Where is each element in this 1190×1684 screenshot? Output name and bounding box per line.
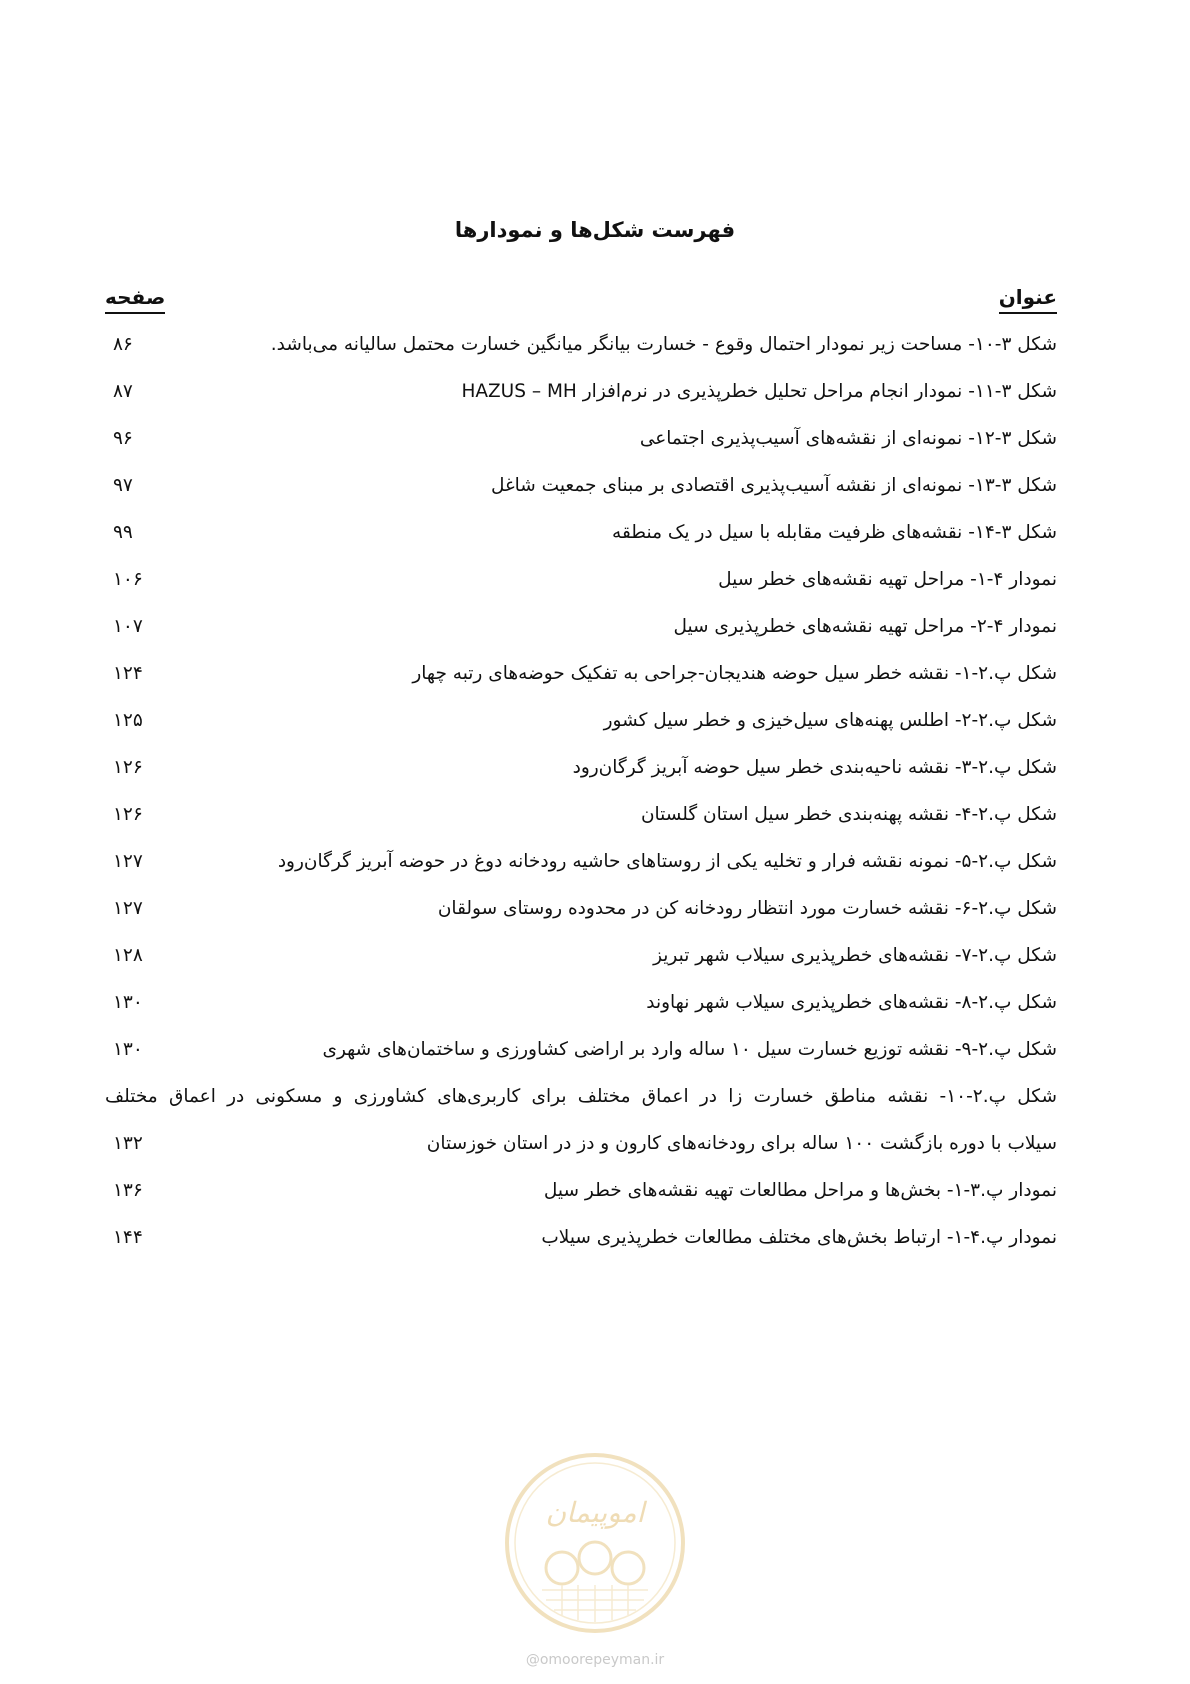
- toc-entry-title: شکل پ.۲-۸- نقشه‌های خطرپذیری سیلاب شهر نهاوند: [646, 992, 1057, 1013]
- toc-entry-page: ۸۷: [113, 381, 133, 402]
- toc-entry-title: شکل پ.۲-۳- نقشه ناحیه‌بندی خطر سیل حوضه آبریز گرگان‌رود: [572, 757, 1057, 778]
- toc-entry-page: ۱۳۲: [113, 1133, 143, 1154]
- toc-entry[interactable]: [105, 849, 1057, 896]
- toc-entry[interactable]: [105, 332, 1057, 379]
- toc-entry[interactable]: [105, 708, 1057, 755]
- toc-entry[interactable]: [105, 661, 1057, 708]
- toc-entry[interactable]: [105, 614, 1057, 661]
- toc-entry-page: ۱۰۷: [113, 616, 143, 637]
- toc-entry[interactable]: [105, 755, 1057, 802]
- toc-entry-page: ۱۲۷: [113, 851, 143, 872]
- toc-entry-page: ۱۳۶: [113, 1180, 143, 1201]
- toc-entry-title: شکل پ.۲-۱۰- نقشه مناطق خسارت زا در اعماق مختلف برای کاربری‌های کشاورزی و مسکونی در اعماق مختلف: [105, 1086, 1057, 1107]
- toc-entry-title: شکل پ.۲-۹- نقشه توزیع خسارت سیل ۱۰ ساله وارد بر اراضی کشاورزی و ساختمان‌های شهری: [322, 1039, 1057, 1060]
- toc-entry[interactable]: [105, 990, 1057, 1037]
- toc-entry-title: شکل ۳-۱۰- مساحت زیر نمودار احتمال وقوع - خسارت بیانگر میانگین خسارت محتمل سالیانه می‌باشد.: [270, 334, 1057, 355]
- toc-entry-page: ۱۳۰: [113, 992, 143, 1013]
- title-column-header: عنوان: [999, 284, 1057, 314]
- page-column-header: صفحه: [105, 284, 165, 314]
- toc-entry-title: شکل پ.۲-۷- نقشه‌های خطرپذیری سیلاب شهر تبریز: [653, 945, 1057, 966]
- toc-entry[interactable]: [105, 1178, 1057, 1225]
- toc-entry-title: شکل ۳-۱۴- نقشه‌های ظرفیت مقابله با سیل در یک منطقه: [612, 522, 1057, 543]
- toc-entry[interactable]: [105, 520, 1057, 567]
- toc-entry-page: ۱۴۴: [113, 1227, 143, 1248]
- toc-entry[interactable]: [105, 1037, 1057, 1084]
- toc-entry-page: ۱۲۸: [113, 945, 143, 966]
- toc-entry[interactable]: [105, 379, 1057, 426]
- toc-entry-page: ۱۲۶: [113, 804, 143, 825]
- toc-entry-page: ۹۷: [113, 475, 133, 496]
- toc-entry-title: نمودار ۴-۱- مراحل تهیه نقشه‌های خطر سیل: [718, 569, 1057, 590]
- toc-entry[interactable]: [105, 426, 1057, 473]
- toc-entry-page: ۱۲۷: [113, 898, 143, 919]
- toc-entry-title: شکل پ.۲-۱- نقشه خطر سیل حوضه هندیجان-جراحی به تفکیک حوضه‌های رتبه چهار: [412, 663, 1057, 684]
- toc-list: [105, 332, 1057, 1272]
- toc-entry-title: شکل ۳-۱۲- نمونه‌ای از نقشه‌های آسیب‌پذیری اجتماعی: [639, 428, 1057, 449]
- toc-entry[interactable]: [105, 943, 1057, 990]
- toc-entry-page: ۱۲۵: [113, 710, 143, 731]
- toc-entry-title: شکل پ.۲-۴- نقشه پهنه‌بندی خطر سیل استان گلستان: [640, 804, 1057, 825]
- toc-entry-title: نمودار پ.۴-۱- ارتباط بخش‌های مختلف مطالعات خطرپذیری سیلاب: [541, 1227, 1057, 1248]
- watermark-logo: [502, 1450, 688, 1636]
- toc-entry-page: ۱۲۴: [113, 663, 143, 684]
- toc-entry[interactable]: [105, 1084, 1057, 1131]
- toc-entry-title: شکل پ.۲-۲- اطلس پهنه‌های سیل‌خیزی و خطر سیل کشور: [603, 710, 1057, 731]
- toc-entry-title: سیلاب با دوره بازگشت ۱۰۰ ساله برای رودخانه‌های کارون و دز در استان خوزستان: [426, 1133, 1057, 1154]
- toc-entry[interactable]: [105, 1225, 1057, 1272]
- toc-entry-page: ۹۶: [113, 428, 133, 449]
- toc-entry-title: نمودار ۴-۲- مراحل تهیه نقشه‌های خطرپذیری سیل: [673, 616, 1057, 637]
- toc-entry-title: شکل پ.۲-۶- نقشه خسارت مورد انتظار رودخانه کن در محدوده روستای سولقان: [437, 898, 1057, 919]
- toc-entry-page: ۸۶: [113, 334, 133, 355]
- toc-entry[interactable]: [105, 473, 1057, 520]
- toc-entry-page: ۱۲۶: [113, 757, 143, 778]
- toc-entry-title: نمودار پ.۳-۱- بخش‌ها و مراحل مطالعات تهیه نقشه‌های خطر سیل: [543, 1180, 1057, 1201]
- toc-entry[interactable]: [105, 1131, 1057, 1178]
- toc-entry-page: ۱۰۶: [113, 569, 143, 590]
- watermark-text: اموپیمان: [545, 1496, 645, 1529]
- toc-entry-title: شکل پ.۲-۵- نمونه نقشه فرار و تخلیه یکی از روستاهای حاشیه رودخانه دوغ در حوضه آبریز گرگان‌رود: [277, 851, 1057, 872]
- watermark-url: @omoorepeyman.ir: [525, 1652, 665, 1668]
- toc-entry-page: ۹۹: [113, 522, 133, 543]
- toc-entry[interactable]: [105, 802, 1057, 849]
- toc-entry-title: شکل ۳-۱۳- نمونه‌ای از نقشه آسیب‌پذیری اقتصادی بر مبنای جمعیت شاغل: [490, 475, 1057, 496]
- toc-entry[interactable]: [105, 896, 1057, 943]
- toc-entry-title: شکل ۳-۱۱- نمودار انجام مراحل تحلیل خطرپذیری در نرم‌افزار HAZUS – MH: [461, 381, 1057, 402]
- toc-entry-page: ۱۳۰: [113, 1039, 143, 1060]
- toc-entry[interactable]: [105, 567, 1057, 614]
- page-title: فهرست شکل‌ها و نمودارها: [454, 218, 736, 242]
